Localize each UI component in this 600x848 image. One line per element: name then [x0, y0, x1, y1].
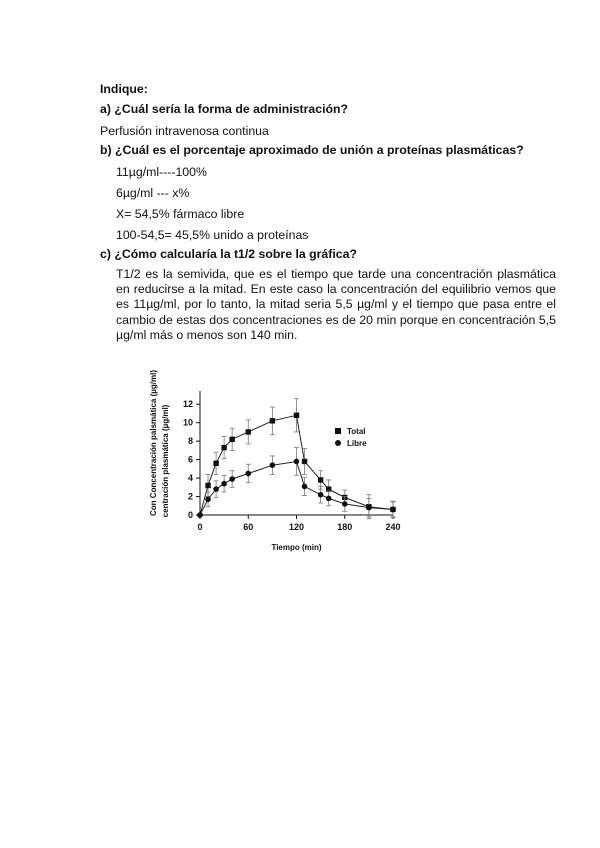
data-point-libre	[205, 497, 211, 503]
data-point-total	[302, 459, 307, 464]
y-axis-label-line-2: centración plasmática (µg/ml)	[161, 404, 170, 518]
data-point-libre	[213, 486, 219, 492]
y-tick-label: 10	[182, 417, 193, 428]
x-tick-label: 240	[385, 522, 401, 532]
y-axis-label-line-1: Con Concentración palsmática (µg/ml)	[149, 370, 158, 516]
answer-c-paragraph: T1/2 es la semivida, que es el tiempo que tarde una concentración plasmática en reducirse a la mitad. En este caso la concentración del equilibrio vemos que es 11µg/ml, por lo tanto, la mitad seria 5,5 µg/ml y el tiempo que pasa entre el cambio de estas dos concentraciones es de 20 min porque en concentración 5,5 µg/ml más o menos son 140 min.	[116, 267, 556, 342]
y-tick-label: 8	[187, 436, 193, 447]
pharmacokinetic-chart	[130, 355, 420, 565]
x-tick-label: 0	[197, 522, 203, 532]
data-point-total	[294, 413, 299, 418]
data-point-total	[270, 418, 275, 423]
data-point-libre	[318, 492, 324, 498]
x-tick-label: 60	[243, 522, 254, 532]
answer-b-line-4: 100-54,5= 45,5% unido a proteínas	[116, 228, 309, 242]
x-tick-label: 180	[337, 522, 353, 532]
legend-label-libre: Libre	[347, 439, 367, 448]
data-point-libre	[302, 484, 308, 490]
data-point-total	[205, 483, 210, 488]
answer-b-line-1: 11µg/ml----100%	[116, 165, 207, 179]
data-point-libre	[390, 507, 396, 513]
x-tick-label: 120	[288, 522, 305, 532]
heading: Indique:	[100, 82, 148, 96]
data-point-origin	[197, 512, 203, 518]
data-point-libre	[270, 462, 276, 468]
data-point-total	[318, 477, 323, 482]
y-tick-label: 4	[187, 473, 193, 484]
y-tick-label: 0	[187, 510, 193, 520]
data-point-libre	[342, 501, 348, 507]
data-point-total	[213, 461, 218, 466]
question-b: b) ¿Cuál es el porcentaje aproximado de unión a proteínas plasmáticas?	[100, 143, 524, 157]
legend-marker-libre	[335, 440, 341, 446]
data-point-libre	[221, 481, 227, 487]
y-tick-label: 6	[187, 454, 193, 465]
data-point-total	[229, 437, 234, 442]
y-tick-label: 2	[187, 491, 193, 502]
legend-label-total: Total	[347, 427, 366, 436]
question-a: a) ¿Cuál sería la forma de administración?	[100, 102, 349, 116]
answer-b-line-3: X= 54,5% fármaco libre	[116, 207, 245, 221]
data-point-total	[221, 445, 226, 450]
data-point-total	[246, 429, 251, 434]
question-c: c) ¿Cómo calcularía la t1/2 sobre la gráfica?	[100, 247, 357, 261]
legend-marker-total	[335, 428, 341, 434]
answer-a: Perfusión intravenosa continua	[100, 124, 269, 138]
y-tick-label: 12	[182, 399, 193, 410]
data-point-libre	[366, 505, 372, 511]
answer-b-line-2: 6µg/ml --- x%	[116, 186, 190, 200]
data-point-libre	[326, 496, 332, 502]
data-point-libre	[229, 476, 235, 482]
x-axis-label: Tiempo (min)	[271, 543, 322, 552]
data-point-libre	[245, 471, 251, 477]
data-point-libre	[294, 459, 300, 465]
